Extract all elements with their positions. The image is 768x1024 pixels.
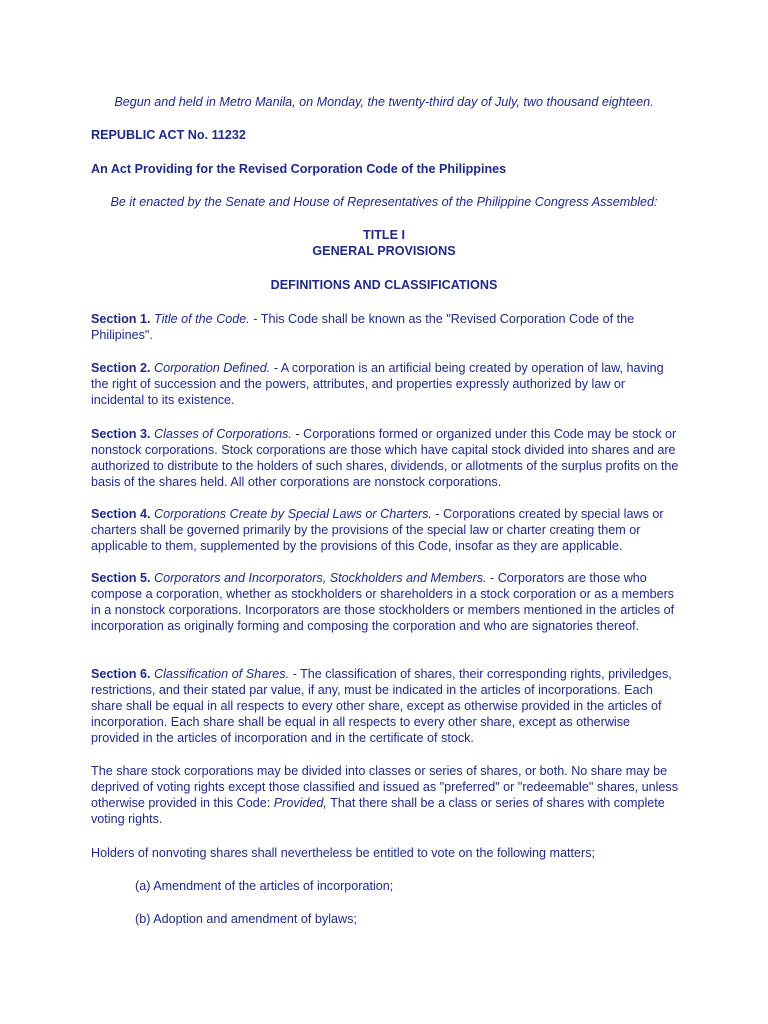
title-name: GENERAL PROVISIONS [312,244,456,258]
section-heading: Classification of Shares. [154,667,290,681]
section-2 [91,360,681,408]
title-heading: TITLE I [363,228,405,242]
preamble: Begun and held in Metro Manila, on Monday, the twenty-third day of July, two thousand eighteen. [114,95,654,109]
section-6 [91,666,681,746]
section-label: Section 6. [91,667,151,681]
section-body: - A corporation is an artificial being created by operation of law, having the right of succession and the powers, attributes, and properties expressly authorized by law or incidental to its existence. [91,361,664,407]
paragraph-text: That there shall be a class or series of shares with complete voting rights. [91,796,665,826]
list-item: (a) Amendment of the articles of incorporation; [135,879,394,893]
section-label: Section 1. [91,312,151,326]
act-title: An Act Providing for the Revised Corporation Code of the Philippines [91,162,507,176]
section-label: Section 2. [91,361,151,375]
paragraph-text: The share stock corporations may be divided into classes or series of shares, or both. No share may be deprived of voting rights except those classified and issued as "preferred" or "redeemable" shares, unless otherwise provided in this Code: [91,764,679,810]
section-1 [91,311,681,343]
section-body: - This Code shall be known as the "Revised Corporation Code of the Philipines". [91,312,635,342]
section-4 [91,506,681,554]
provided-term: Provided, [273,796,327,810]
section-heading: Corporators and Incorporators, Stockholders and Members. [154,571,487,585]
paragraph-nonvoting: Holders of nonvoting shares shall nevertheless be entitled to vote on the following matters; [91,846,596,860]
act-number: REPUBLIC ACT No. 11232 [91,128,246,142]
section-label: Section 5. [91,571,151,585]
section-heading: Title of the Code. [154,312,250,326]
section-3 [91,426,681,490]
section-label: Section 3. [91,427,151,441]
section-body: - The classification of shares, their corresponding rights, priviledges, restrictions, and their stated par value, if any, must be indicated in the articles of incorporations. Each share shall be equal in all respects to every other share, except as otherwise provided in the articles of incorporation. Each share shall be equal in all respects to every other share, except as otherwise provided in the articles of incorporation and in the certificate of stock. [91,667,672,745]
section-heading: Classes of Corporations. [154,427,292,441]
enactment-clause: Be it enacted by the Senate and House of Representatives of the Philippine Congress Assembled: [110,195,658,209]
list-item: (b) Adoption and amendment of bylaws; [135,912,357,926]
section-body: - Corporations created by special laws or charters shall be governed primarily by the provisions of the special law or charter creating them or applicable to them, supplemented by the provisions of this Code, insofar as they are applicable. [91,507,664,553]
section-heading: Corporations Create by Special Laws or Charters. [154,507,432,521]
section-body: - Corporations formed or organized under this Code may be stock or nonstock corporations. Stock corporations are those which have capital stock divided into shares and are authorized to distribute to the holders of such shares, dividends, or allotments of the surplus profits on the basis of the shares held. All other corporations are nonstock corporations. [91,427,679,489]
section-body: - Corporators are those who compose a corporation, whether as stockholders or shareholders in a stock corporation or as a members in a nonstock corporations. Incorporators are those stockholders or members mentioned in the articles of incorporation as originally forming and composing the corporation and who are signatories thereof. [91,571,675,633]
section-5 [91,570,681,634]
subheading: DEFINITIONS AND CLASSIFICATIONS [270,278,498,292]
section-label: Section 4. [91,507,151,521]
section-heading: Corporation Defined. [154,361,271,375]
paragraph-share-stock [91,763,681,827]
